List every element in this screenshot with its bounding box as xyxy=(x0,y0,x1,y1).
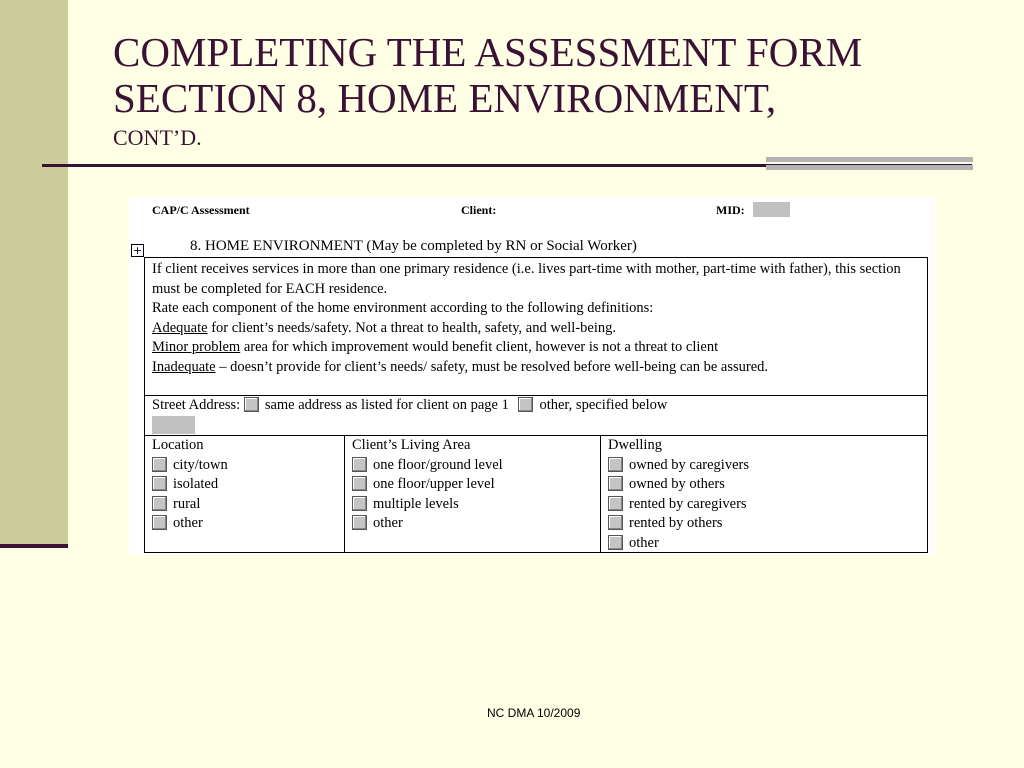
dwelling-column xyxy=(601,436,927,552)
checkbox[interactable] xyxy=(152,515,167,530)
address-option-same: same address as listed for client on page 1 xyxy=(264,397,509,413)
list-item xyxy=(608,475,920,495)
option-label: other xyxy=(629,534,659,551)
checkbox[interactable] xyxy=(608,535,623,550)
checkbox[interactable] xyxy=(352,457,367,472)
form-header-cap: CAP/C Assessment xyxy=(152,203,250,217)
option-label: other xyxy=(373,515,403,531)
title-divider-accent xyxy=(766,157,973,179)
living-area-header: Client’s Living Area xyxy=(352,437,471,453)
list-item xyxy=(352,456,593,476)
list-item xyxy=(352,514,593,534)
title-line-3: CONT’D. xyxy=(113,124,202,150)
left-accent-bar-edge xyxy=(0,544,68,548)
checkbox[interactable] xyxy=(152,496,167,511)
title-line-2: SECTION 8, HOME ENVIRONMENT, xyxy=(113,74,777,121)
list-item xyxy=(352,475,593,495)
option-label: owned by caregivers xyxy=(629,456,749,473)
checkbox[interactable] xyxy=(352,496,367,511)
option-label: rural xyxy=(173,495,201,512)
list-item xyxy=(152,456,337,476)
checkbox[interactable] xyxy=(608,476,623,491)
living-area-column xyxy=(345,436,601,552)
address-field xyxy=(152,416,195,434)
definition-term: Adequate xyxy=(152,319,208,336)
home-environment-table xyxy=(144,257,928,553)
list-item xyxy=(608,514,920,534)
checkbox[interactable] xyxy=(352,515,367,530)
definition-text: for client’s needs/safety. Not a threat to health, safety, and well-being. xyxy=(207,319,616,336)
list-item xyxy=(608,495,920,515)
option-label: city/town xyxy=(173,456,228,473)
checkbox[interactable] xyxy=(152,476,167,491)
option-label: one floor/upper level xyxy=(373,476,495,492)
checkbox[interactable] xyxy=(152,457,167,472)
option-label: owned by others xyxy=(629,476,725,492)
list-item xyxy=(608,456,920,476)
option-label: other xyxy=(173,515,203,531)
instructions-line-1: If client receives services in more than one primary residence (i.e. lives part-time with mother, part-time with father), this section must be completed for EACH residence. xyxy=(152,261,901,297)
checkbox[interactable] xyxy=(518,397,533,412)
checkbox[interactable] xyxy=(352,476,367,491)
address-option-other: other, specified below xyxy=(539,397,668,413)
dwelling-header: Dwelling xyxy=(608,437,662,453)
list-item xyxy=(152,475,337,495)
definition-minor-problem xyxy=(152,338,920,358)
location-header: Location xyxy=(152,437,204,453)
list-item xyxy=(352,495,593,515)
assessment-form-image xyxy=(129,197,935,555)
title-line-1: COMPLETING THE ASSESSMENT FORM xyxy=(113,29,863,75)
option-label: isolated xyxy=(173,476,219,492)
definition-adequate xyxy=(152,319,920,339)
option-label: rented by others xyxy=(629,515,723,531)
slide-title xyxy=(113,30,993,150)
checkbox[interactable] xyxy=(608,515,623,530)
definition-term: Minor problem xyxy=(152,339,241,355)
list-item xyxy=(152,495,337,515)
checkbox[interactable] xyxy=(608,457,623,472)
street-address-label: Street Address: xyxy=(152,397,241,413)
section-title: 8. HOME ENVIRONMENT (May be completed by RN or Social Worker) xyxy=(190,238,637,254)
checkbox[interactable] xyxy=(608,496,623,511)
option-label: multiple levels xyxy=(373,495,459,512)
options-row xyxy=(145,436,927,552)
form-header-mid: MID: xyxy=(716,203,745,217)
location-column xyxy=(145,436,345,552)
list-item xyxy=(608,534,920,554)
footer-text: NC DMA 10/2009 xyxy=(487,706,581,720)
street-address-cell xyxy=(145,396,927,436)
instructions-line-2: Rate each component of the home environment according to the following definitions: xyxy=(152,300,654,316)
option-label: one floor/ground level xyxy=(373,456,503,473)
checkbox[interactable] xyxy=(244,397,259,412)
option-label: rented by caregivers xyxy=(629,495,747,512)
list-item xyxy=(152,514,337,534)
definition-inadequate xyxy=(152,358,920,378)
expand-plus-icon: + xyxy=(132,244,143,257)
definition-text: area for which improvement would benefit client, however is not a threat to client xyxy=(240,339,719,355)
instructions-cell xyxy=(145,258,927,396)
definition-term: Inadequate xyxy=(152,358,216,375)
definition-text: – doesn’t provide for client’s needs/ safety, must be resolved before well-being can be assured. xyxy=(215,358,769,375)
form-header-client: Client: xyxy=(461,203,497,217)
left-accent-bar xyxy=(0,0,68,546)
mid-field xyxy=(753,202,790,217)
